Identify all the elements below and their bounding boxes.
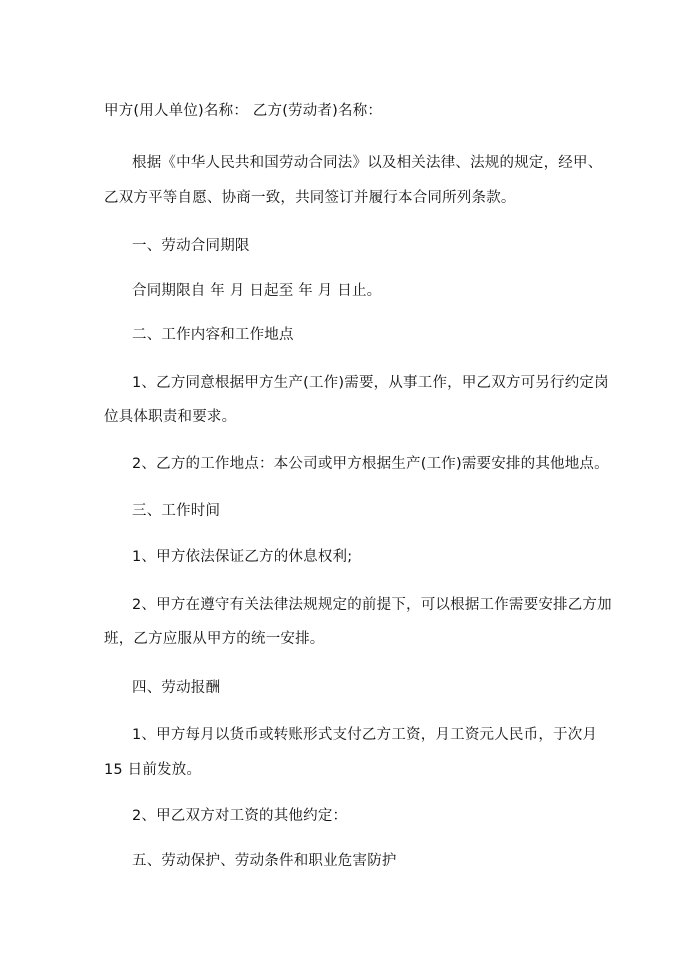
work-content-line-2: 位具体职责和要求。 (104, 409, 237, 425)
work-content-line-1: 1、乙方同意根据甲方生产(工作)需要，从事工作，甲乙双方可另行约定岗 (132, 375, 609, 391)
overtime-line-1: 2、甲方在遵守有关法律法规规定的前提下，可以根据工作需要安排乙方加 (132, 597, 612, 613)
section-2-heading: 二、工作内容和工作地点 (132, 327, 294, 343)
overtime-line-2: 班，乙方应服从甲方的统一安排。 (104, 631, 325, 647)
section-5-heading: 五、劳动保护、劳动条件和职业危害防护 (132, 853, 397, 869)
section-3-heading: 三、工作时间 (132, 503, 221, 519)
salary-other-terms: 2、甲乙双方对工资的其他约定： (132, 808, 348, 824)
salary-line-1: 1、甲方每月以货币或转账形式支付乙方工资，月工资元人民币，于次月 (132, 727, 598, 743)
salary-line-2: 15 日前发放。 (104, 762, 202, 778)
section-1-heading: 一、劳动合同期限 (132, 238, 250, 254)
preamble-line-2: 乙双方平等自愿、协商一致，共同签订并履行本合同所列条款。 (104, 190, 516, 206)
work-location: 2、乙方的工作地点：本公司或甲方根据生产(工作)需要安排的其他地点。 (132, 456, 609, 472)
rest-rights: 1、甲方依法保证乙方的休息权利; (132, 549, 353, 565)
contract-term: 合同期限自 年 月 日起至 年 月 日止。 (132, 283, 382, 299)
preamble-line-1: 根据《中华人民共和国劳动合同法》以及相关法律、法规的规定，经甲、 (132, 155, 603, 171)
parties-header: 甲方(用人单位)名称： 乙方(劳动者)名称： (104, 103, 383, 119)
section-4-heading: 四、劳动报酬 (132, 680, 221, 696)
